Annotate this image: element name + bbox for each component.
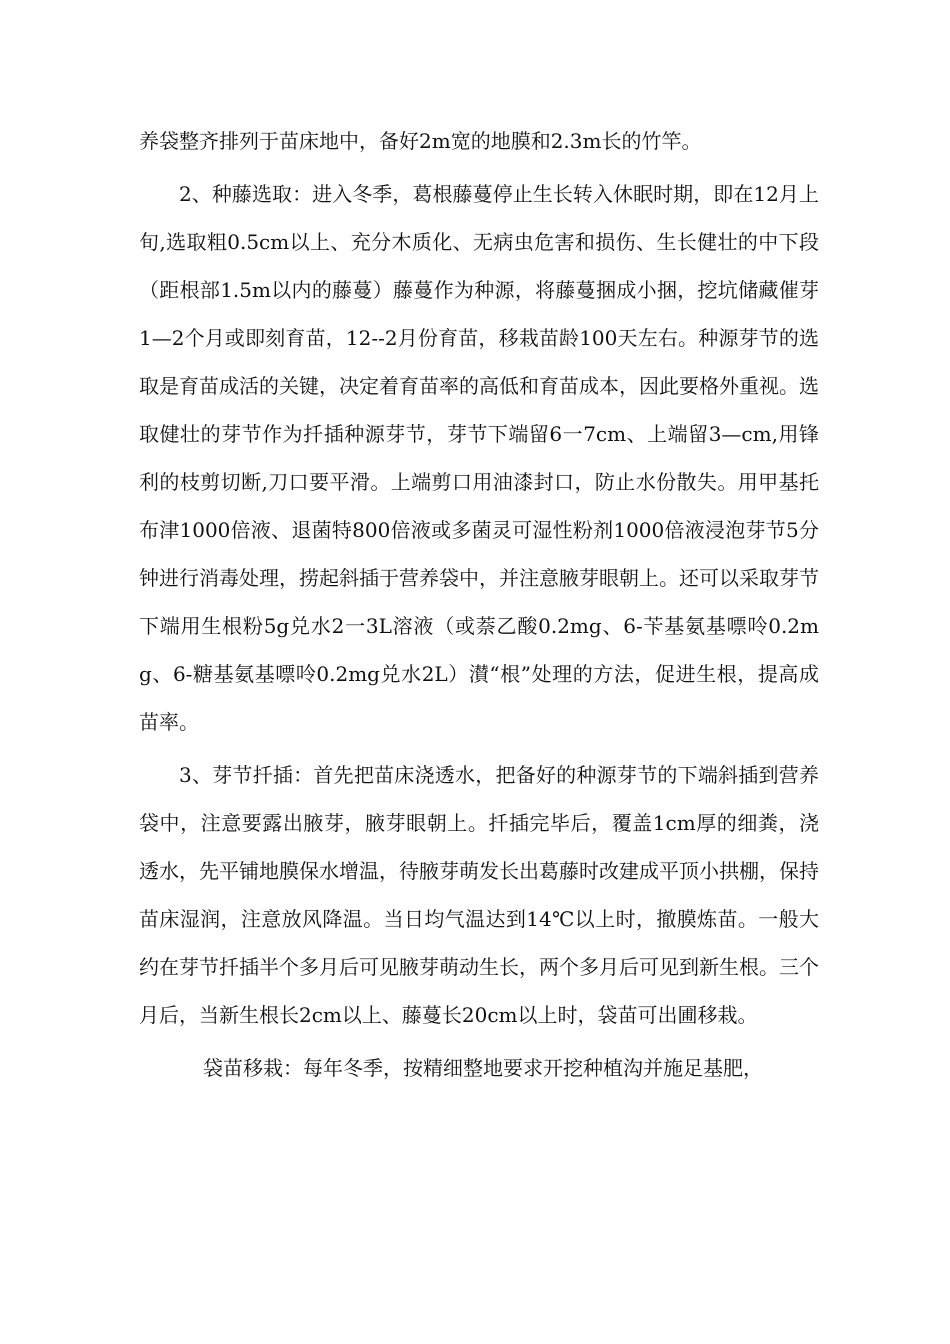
document-body: [139, 117, 819, 1092]
paragraph-seed-vine-selection: 2、种藤选取：进入冬季，葛根藤蔓停止生长转入休眠时期，即在12月上旬,选取粗0.5cm以上、充分木质化、无病虫危害和损伤、生长健壮的中下段（距根部1.5m以内的藤蔓）藤蔓作为种源，将藤蔓捆成小捆，挖坑储藏催芽1—2个月或即刻育苗，12--2月份育苗，移栽苗龄100天左右。种源芽节的选取是育苗成活的关键，决定着育苗率的高低和育苗成本，因此要格外重视。选取健壮的芽节作为扦插种源芽节，芽节下端留6一7cm、上端留3—cm,用锋利的枝剪切断,刀口要平滑。上端剪口用油漆封口，防止水份散失。用甲基托布津1000倍液、退菌特800倍液或多菌灵可湿性粉剂1000倍液浸泡芽节5分钟进行消毒处理，捞起斜插于营养袋中，并注意腋芽眼朝上。还可以采取芽节下端用生根粉5g兑水2一3L溶液（或萘乙酸0.2mg、6-苄基氨基嘌呤0.2mg、6-糖基氨基嘌呤0.2mg兑水2L）濽“根”处理的方法，促进生根，提高成苗率。: [139, 182, 819, 734]
paragraph-seedling-transplant: 袋苗移栽：每年冬季，按精细整地要求开挖种植沟并施足基肥，: [203, 1056, 763, 1080]
paragraph-node-cutting: 3、芽节扦插：首先把苗床浇透水，把备好的种源芽节的下端斜插到营养袋中，注意要露出腋芽，腋芽眼朝上。扦插完毕后，覆盖1cm厚的细粪，浇透水，先平铺地膜保水增温，待腋芽萌发长出葛藤时改建成平顶小拱棚，保持苗床湿润，注意放风降温。当日均气温达到14℃以上时，撤膜炼苗。一般大约在芽节扦插半个多月后可见腋芽萌动生长，两个多月后可见到新生根。三个月后，当新生根长2cm以上、藤蔓长20cm以上时，袋苗可出圃移栽。: [139, 763, 819, 1027]
paragraph-continuation: 养袋整齐排列于苗床地中，备好2m宽的地膜和2.3m长的竹竿。: [139, 129, 702, 153]
